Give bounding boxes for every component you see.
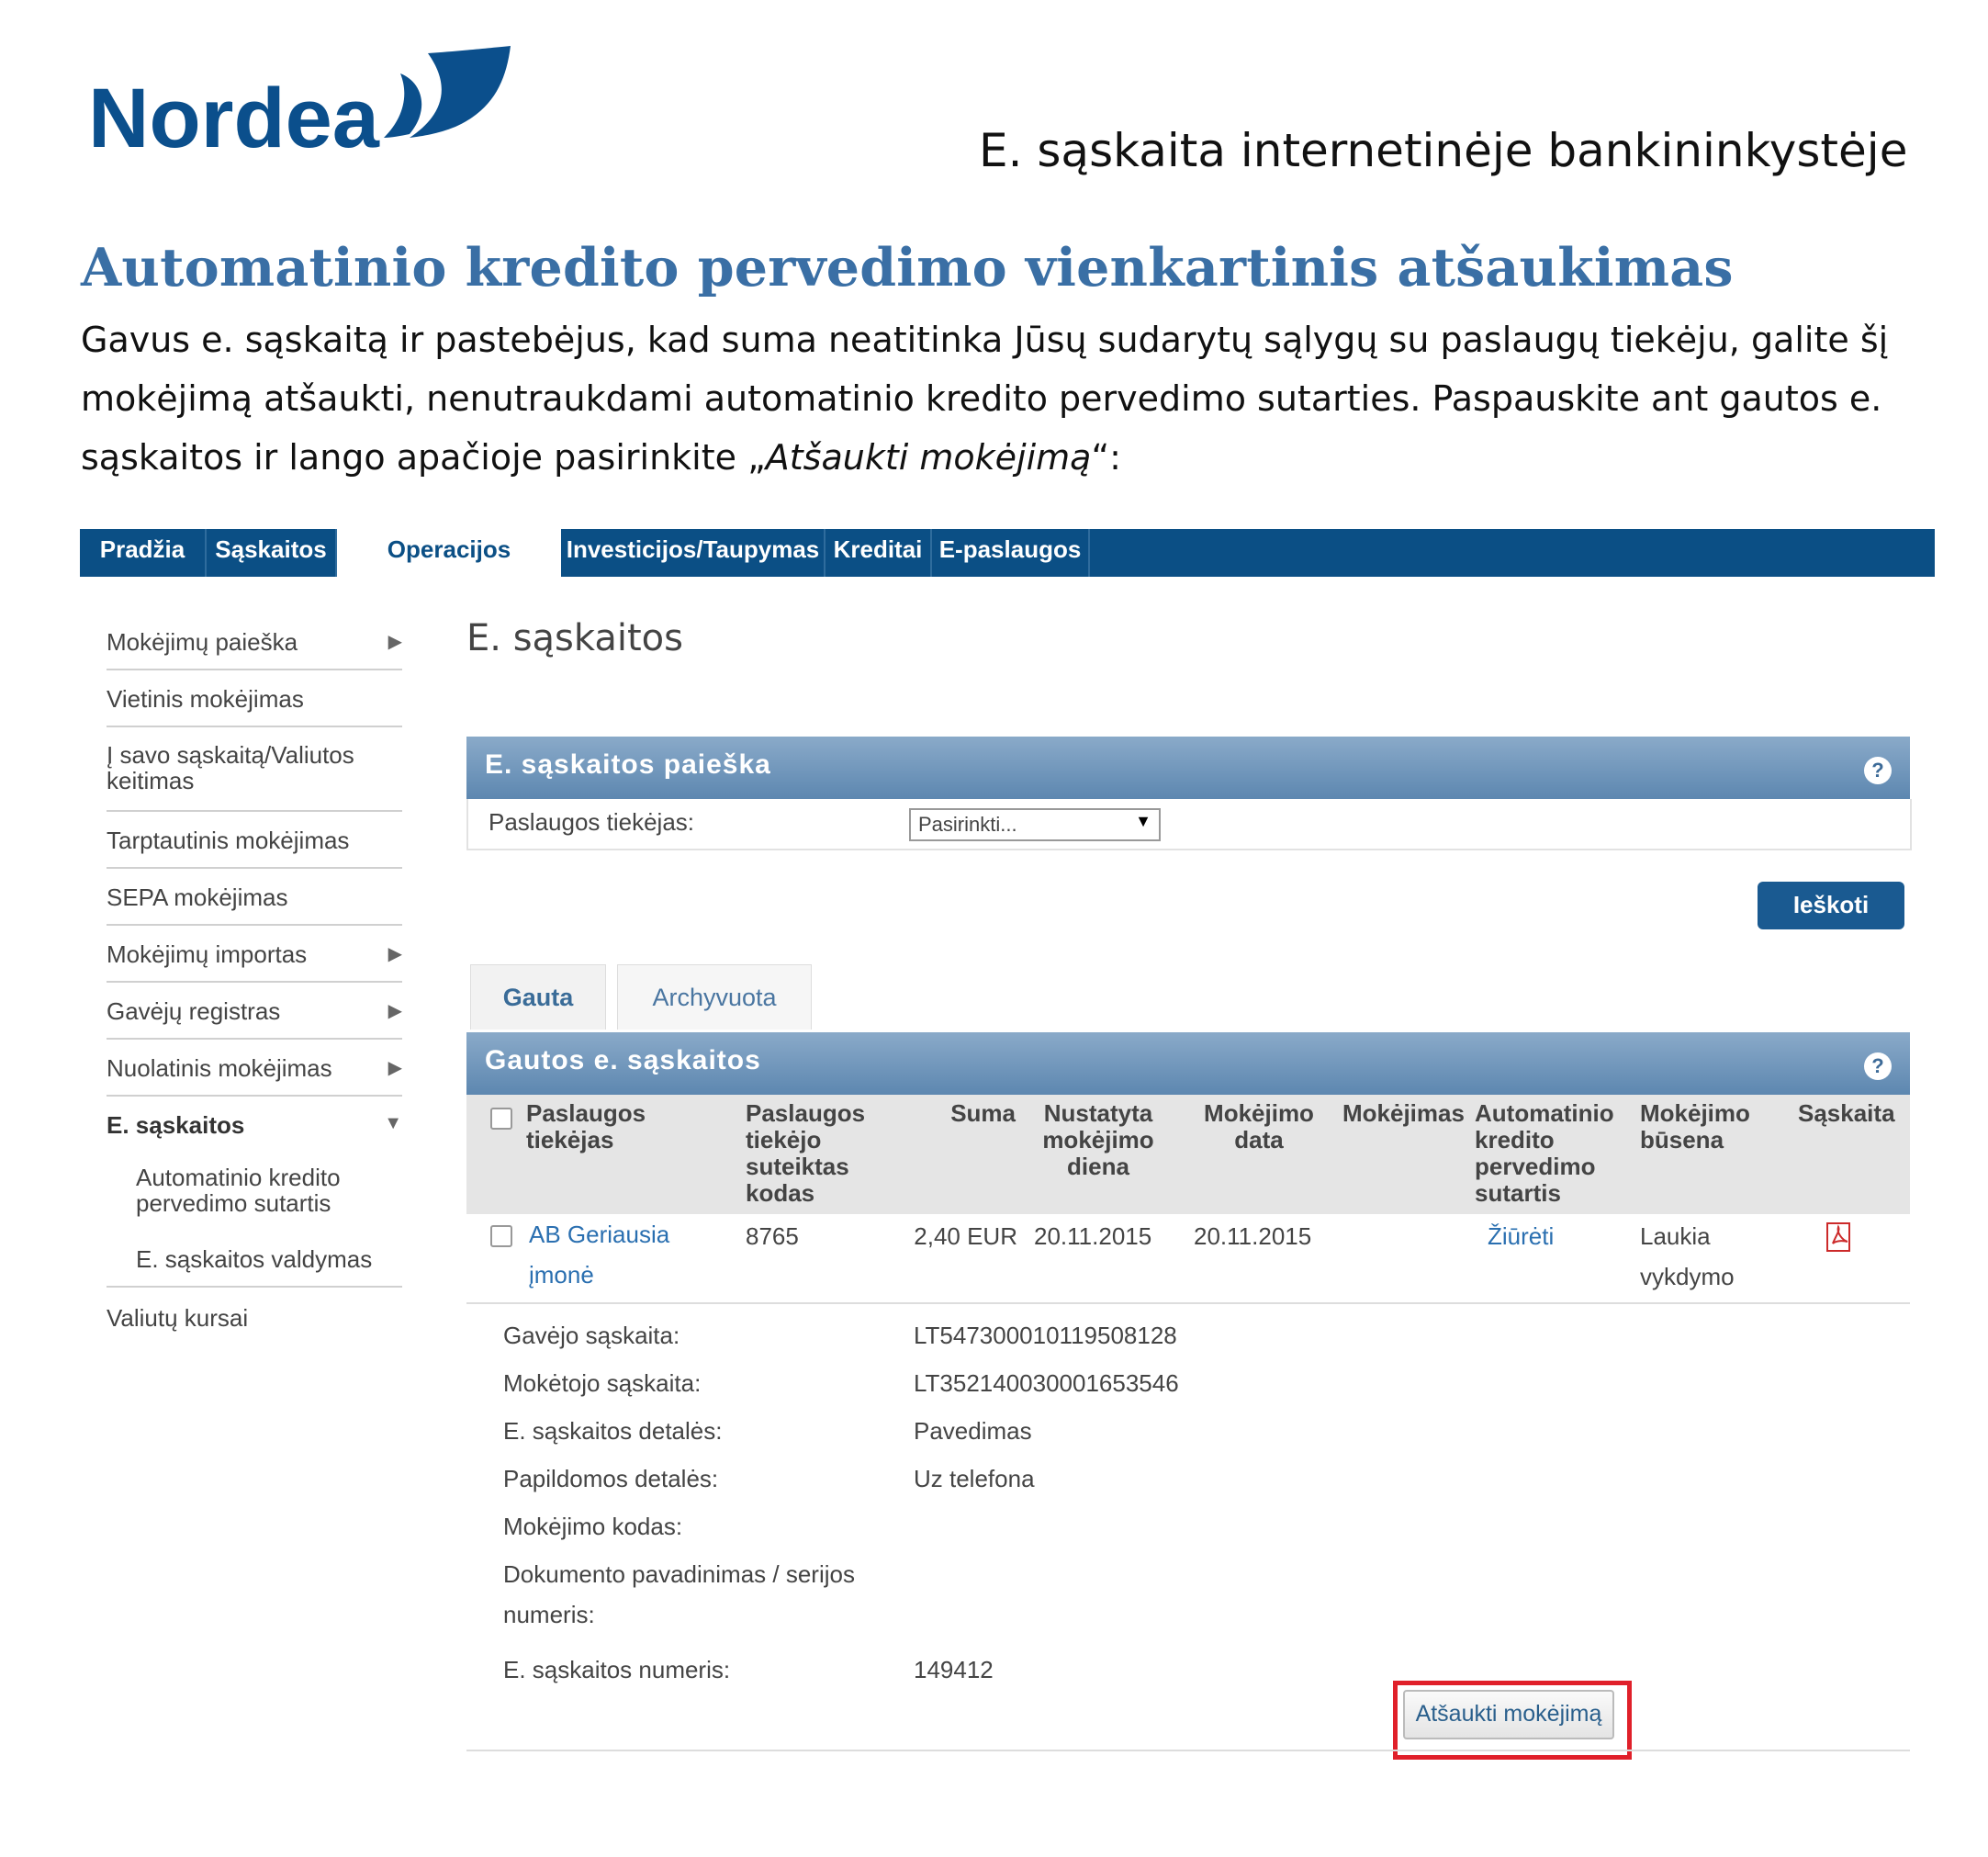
bottom-divider bbox=[466, 1750, 1910, 1751]
sidebar-subitem-valdymas[interactable]: E. sąskaitos valdymas bbox=[136, 1245, 373, 1273]
column-header-set-day[interactable]: Nustatyta mokėjimo diena bbox=[1042, 1099, 1154, 1180]
intro-line-1: Gavus e. sąskaitą ir pastebėjus, kad suma neatitinka Jūsų sudarytų sąlygų su paslaugų tiekėju, galite šį bbox=[81, 320, 1889, 360]
logo-wordmark: Nordea bbox=[88, 72, 379, 161]
tab-saskaitos[interactable]: Sąskaitos bbox=[207, 529, 337, 577]
help-icon[interactable]: ? bbox=[1864, 1052, 1892, 1080]
detail-value-receiver-account: LT547300010119508128 bbox=[914, 1322, 1177, 1349]
column-header-pay-date[interactable]: Mokėjimo data bbox=[1204, 1099, 1314, 1154]
intro-line-3-emphasis: Atšaukti mokėjimą bbox=[765, 437, 1092, 478]
sidebar-item-vietinis-mokejimas[interactable] bbox=[107, 685, 402, 727]
tab-pradzia[interactable]: Pradžia bbox=[80, 529, 207, 577]
sidebar-item-label: SEPA mokėjimas bbox=[107, 883, 288, 911]
tab-e-paslaugos[interactable]: E-paslaugos bbox=[932, 529, 1090, 577]
sidebar-item-mokejimu-paieska[interactable] bbox=[107, 628, 402, 670]
sidebar-item-tarptautinis[interactable] bbox=[107, 827, 402, 869]
set-payment-day: 20.11.2015 bbox=[1034, 1222, 1152, 1250]
received-panel-header bbox=[466, 1032, 1910, 1095]
help-icon[interactable]: ? bbox=[1864, 757, 1892, 784]
detail-value-additional: Uz telefona bbox=[914, 1465, 1035, 1492]
provider-select[interactable] bbox=[909, 808, 1161, 841]
sidebar-item-valiutu-kursai[interactable] bbox=[107, 1304, 402, 1345]
chevron-right-icon: ▶ bbox=[387, 1001, 402, 1021]
tab-kreditai[interactable]: Kreditai bbox=[826, 529, 932, 577]
sidebar-item-label: E. sąskaitos bbox=[107, 1111, 245, 1139]
detail-value-invoice-details: Pavedimas bbox=[914, 1417, 1032, 1445]
tab-gauta[interactable]: Gauta bbox=[470, 964, 606, 1030]
select-all-checkbox[interactable] bbox=[490, 1108, 512, 1130]
search-button[interactable]: Ieškoti bbox=[1758, 882, 1904, 929]
provider-link[interactable]: AB Geriausia įmonė bbox=[529, 1221, 670, 1289]
chevron-right-icon: ▶ bbox=[387, 1058, 402, 1078]
chevron-down-icon: ▼ bbox=[1135, 812, 1151, 830]
column-header-payment[interactable]: Mokėjimas bbox=[1342, 1099, 1465, 1127]
sidebar-item-label: Mokėjimų importas bbox=[107, 940, 308, 968]
top-navigation bbox=[80, 529, 1935, 577]
detail-label-receiver-account: Gavėjo sąskaita: bbox=[503, 1322, 680, 1349]
chevron-down-icon: ▼ bbox=[384, 1113, 402, 1133]
row-divider bbox=[466, 1302, 1910, 1304]
tab-investicijos[interactable]: Investicijos/Taupymas bbox=[562, 529, 826, 577]
intro-line-3-post: “: bbox=[1091, 437, 1121, 478]
amount: 2,40 EUR bbox=[914, 1222, 1017, 1250]
detail-label-document-name: Dokumento pavadinimas / serijos numeris: bbox=[503, 1560, 855, 1628]
sidebar-item-label: Gavėjų registras bbox=[107, 997, 281, 1025]
sidebar-item-e-saskaitos[interactable] bbox=[107, 1111, 402, 1152]
sidebar-item-label: Vietinis mokėjimas bbox=[107, 685, 304, 713]
intro-line-2: mokėjimą atšaukti, nenutraukdami automatinio kredito pervedimo sutarties. Paspauskite ant gautos e. bbox=[81, 378, 1882, 419]
chevron-right-icon: ▶ bbox=[387, 632, 402, 652]
section-title: E. sąskaitos bbox=[466, 617, 683, 659]
sidebar-item-label: Mokėjimų paieška bbox=[107, 628, 298, 656]
sidebar-item-label: Valiutų kursai bbox=[107, 1304, 249, 1332]
row-checkbox[interactable] bbox=[490, 1225, 512, 1247]
sidebar-item-gaveju-registras[interactable] bbox=[107, 997, 402, 1040]
chevron-right-icon: ▶ bbox=[387, 944, 402, 964]
column-header-sum[interactable]: Suma bbox=[950, 1099, 1016, 1127]
column-header-status[interactable]: Mokėjimo būsena bbox=[1640, 1099, 1750, 1154]
tab-operacijos[interactable]: Operacijos bbox=[337, 529, 561, 577]
document-heading: E. sąskaita internetinėje bankininkystėje bbox=[979, 124, 1908, 177]
detail-label-invoice-details: E. sąskaitos detalės: bbox=[503, 1417, 723, 1445]
intro-paragraph bbox=[81, 310, 1917, 487]
sidebar-item-label: Į savo sąskaitą/Valiutos keitimas bbox=[107, 741, 354, 794]
provider-label: Paslaugos tiekėjas: bbox=[489, 808, 695, 836]
pdf-icon[interactable] bbox=[1824, 1221, 1855, 1253]
column-header-provider[interactable]: Paslaugos tiekėjas bbox=[526, 1099, 646, 1154]
payment-status: Laukia vykdymo bbox=[1640, 1222, 1735, 1290]
detail-value-invoice-number: 149412 bbox=[914, 1656, 994, 1683]
provider-select-value: Pasirinkti... bbox=[918, 813, 1017, 836]
detail-label-invoice-number: E. sąskaitos numeris: bbox=[503, 1656, 731, 1683]
detail-label-payment-code: Mokėjimo kodas: bbox=[503, 1513, 683, 1540]
logo-sail-icon bbox=[410, 46, 511, 138]
sidebar-item-label: Nuolatinis mokėjimas bbox=[107, 1054, 332, 1082]
search-panel-header bbox=[466, 737, 1910, 799]
detail-label-payer-account: Mokėtojo sąskaita: bbox=[503, 1369, 702, 1397]
cancel-payment-button[interactable]: Atšaukti mokėjimą bbox=[1403, 1690, 1614, 1739]
sidebar-item-importas[interactable] bbox=[107, 940, 402, 983]
payment-date: 20.11.2015 bbox=[1194, 1222, 1312, 1250]
sidebar-subitem-sutartis[interactable]: Automatinio kredito pervedimo sutartis bbox=[136, 1164, 341, 1217]
sidebar-item-label: Tarptautinis mokėjimas bbox=[107, 827, 350, 854]
search-panel-title: E. sąskaitos paieška bbox=[485, 749, 771, 780]
detail-label-additional: Papildomos detalės: bbox=[503, 1465, 719, 1492]
received-panel-title: Gautos e. sąskaitos bbox=[485, 1045, 761, 1075]
intro-line-3 bbox=[81, 428, 1917, 487]
page-title: Automatinio kredito pervedimo vienkartinis atšaukimas bbox=[81, 237, 1734, 298]
logo-sail-small-icon bbox=[384, 73, 421, 138]
provider-code: 8765 bbox=[746, 1222, 799, 1250]
column-header-contract[interactable]: Automatinio kredito pervedimo sutartis bbox=[1475, 1099, 1614, 1207]
column-header-invoice[interactable]: Sąskaita bbox=[1798, 1099, 1895, 1127]
sidebar-item-nuolatinis[interactable] bbox=[107, 1054, 402, 1097]
nordea-logo bbox=[88, 46, 520, 161]
sidebar-item-i-savo-saskaita[interactable] bbox=[107, 742, 402, 812]
detail-value-payer-account: LT352140030001653546 bbox=[914, 1369, 1179, 1397]
tab-archyvuota[interactable]: Archyvuota bbox=[617, 964, 812, 1030]
sidebar-divider bbox=[107, 1286, 402, 1288]
sidebar-item-sepa[interactable] bbox=[107, 883, 402, 926]
column-header-code[interactable]: Paslaugos tiekėjo suteiktas kodas bbox=[746, 1099, 866, 1207]
intro-line-3-pre: sąskaitos ir lango apačioje pasirinkite „ bbox=[81, 437, 766, 478]
contract-view-link[interactable]: Žiūrėti bbox=[1488, 1222, 1555, 1250]
